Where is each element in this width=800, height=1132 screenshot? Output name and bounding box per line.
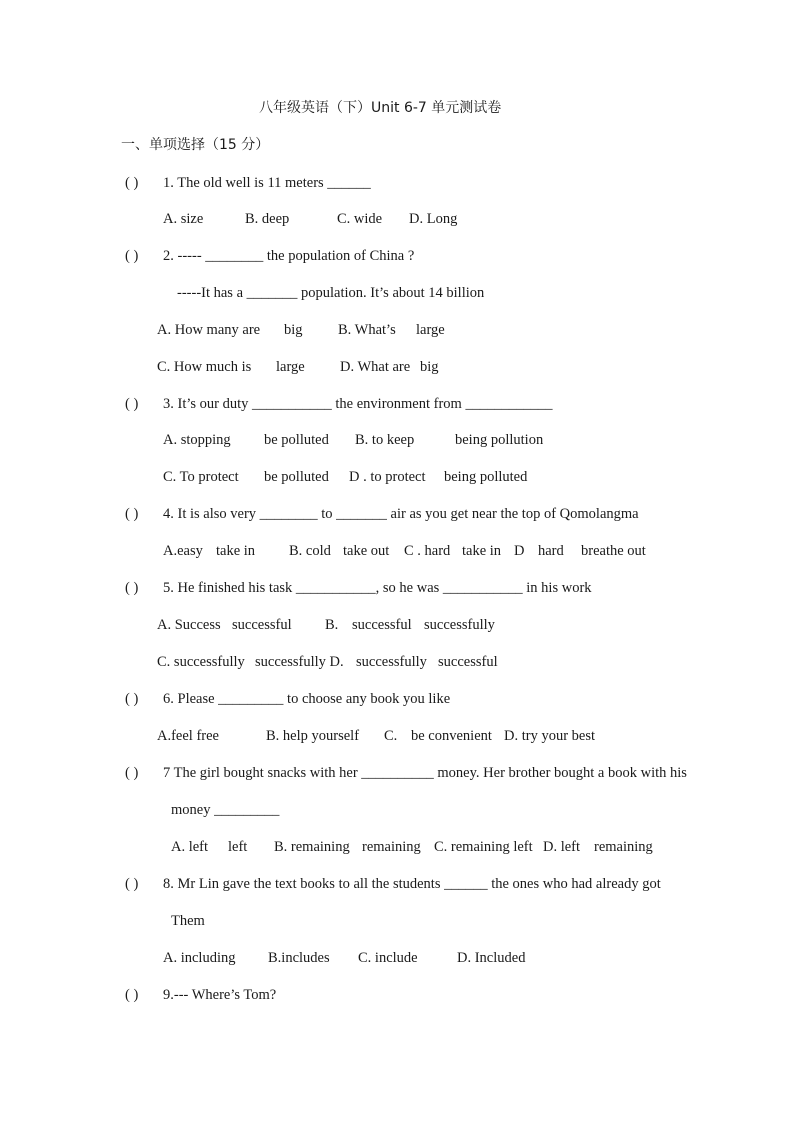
option: be polluted [264, 432, 329, 448]
question-stem: 1. The old well is 11 meters ______ [163, 175, 371, 191]
option: B. to keep [355, 432, 415, 448]
option: C . hard [404, 543, 451, 559]
option: hard [538, 543, 564, 559]
answer-blank[interactable]: ( ) [125, 396, 139, 412]
question-stem: 3. It’s our duty ___________ the environment from ____________ [163, 396, 553, 412]
option: successfully D. [255, 654, 344, 670]
question-stem: 7 The girl bought snacks with her __________ money. Her brother bought a book with his [163, 765, 687, 781]
answer-blank[interactable]: ( ) [125, 506, 139, 522]
option: successfully [424, 617, 495, 633]
option: C. include [358, 950, 418, 966]
option: successful [438, 654, 498, 670]
option: B. deep [245, 211, 290, 227]
question-7-line2: money _________ [171, 802, 280, 818]
option: D . to protect [349, 469, 426, 485]
option: D. Included [457, 950, 526, 966]
option: A. size [163, 211, 204, 227]
option: C. wide [337, 211, 383, 227]
answer-blank[interactable]: ( ) [125, 765, 139, 781]
option: large [416, 322, 445, 338]
option: B. [325, 617, 339, 633]
option: being polluted [444, 469, 528, 485]
option: big [420, 359, 439, 375]
option: large [276, 359, 305, 375]
question-8-line2: Them [171, 913, 205, 929]
option: C. To protect [163, 469, 239, 485]
question-3 [125, 395, 552, 413]
option: B. help yourself [266, 728, 360, 744]
option: be polluted [264, 469, 329, 485]
question-7 [125, 764, 687, 782]
option: breathe out [581, 543, 646, 559]
section-heading: 一、单项选择（15 分） [121, 137, 270, 153]
option: B. remaining [274, 839, 350, 855]
answer-blank[interactable]: ( ) [125, 987, 139, 1003]
option: be convenient [411, 728, 492, 744]
option: D. try your best [504, 728, 596, 744]
option: being pollution [455, 432, 544, 448]
option: B.includes [268, 950, 330, 966]
option: take in [216, 543, 256, 559]
question-stem: 8. Mr Lin gave the text books to all the students ______ the ones who had already got [163, 876, 661, 892]
answer-blank[interactable]: ( ) [125, 691, 139, 707]
answer-blank[interactable]: ( ) [125, 876, 139, 892]
option: successful [352, 617, 412, 633]
question-2-line2: -----It has a _______ population. It’s about 14 billion [177, 285, 485, 301]
question-2 [125, 247, 414, 265]
option: big [284, 322, 303, 338]
option: D. What are [340, 359, 411, 375]
question-6 [125, 690, 450, 708]
option: A. left [171, 839, 209, 855]
option: A. stopping [163, 432, 231, 448]
option: A. including [163, 950, 236, 966]
question-stem: 5. He finished his task ___________, so he was ___________ in his work [163, 580, 592, 596]
option: successfully [356, 654, 427, 670]
option: D [514, 543, 525, 559]
option: remaining [362, 839, 421, 855]
answer-blank[interactable]: ( ) [125, 580, 139, 596]
answer-blank[interactable]: ( ) [125, 248, 139, 264]
question-stem: 4. It is also very ________ to _______ air as you get near the top of Qomolangma [163, 506, 639, 522]
question-stem: 9.--- Where’s Tom? [163, 987, 277, 1003]
option: C. successfully [157, 654, 245, 670]
question-stem: 6. Please _________ to choose any book you like [163, 691, 451, 707]
option: B. cold [289, 543, 331, 559]
question-stem: 2. ----- ________ the population of China ? [163, 248, 415, 264]
option: remaining [594, 839, 653, 855]
option: D. left [543, 839, 581, 855]
question-4 [125, 505, 639, 523]
option: C. [384, 728, 398, 744]
option: take out [343, 543, 390, 559]
option: take in [462, 543, 502, 559]
option: A.easy [163, 543, 203, 559]
option: C. How much is [157, 359, 252, 375]
option: D. Long [409, 211, 458, 227]
option: C. remaining left [434, 839, 533, 855]
question-8 [125, 875, 661, 893]
option: A. Success [157, 617, 221, 633]
option: A.feel free [157, 728, 219, 744]
option: A. How many are [157, 322, 261, 338]
option: left [228, 839, 248, 855]
option: successful [232, 617, 292, 633]
page-title: 八年级英语（下）Unit 6-7 单元测试卷 [259, 100, 502, 116]
option: B. What’s [338, 322, 396, 338]
answer-blank[interactable]: ( ) [125, 175, 139, 191]
question-1 [125, 174, 371, 192]
question-5 [125, 579, 592, 597]
question-9 [125, 986, 276, 1004]
